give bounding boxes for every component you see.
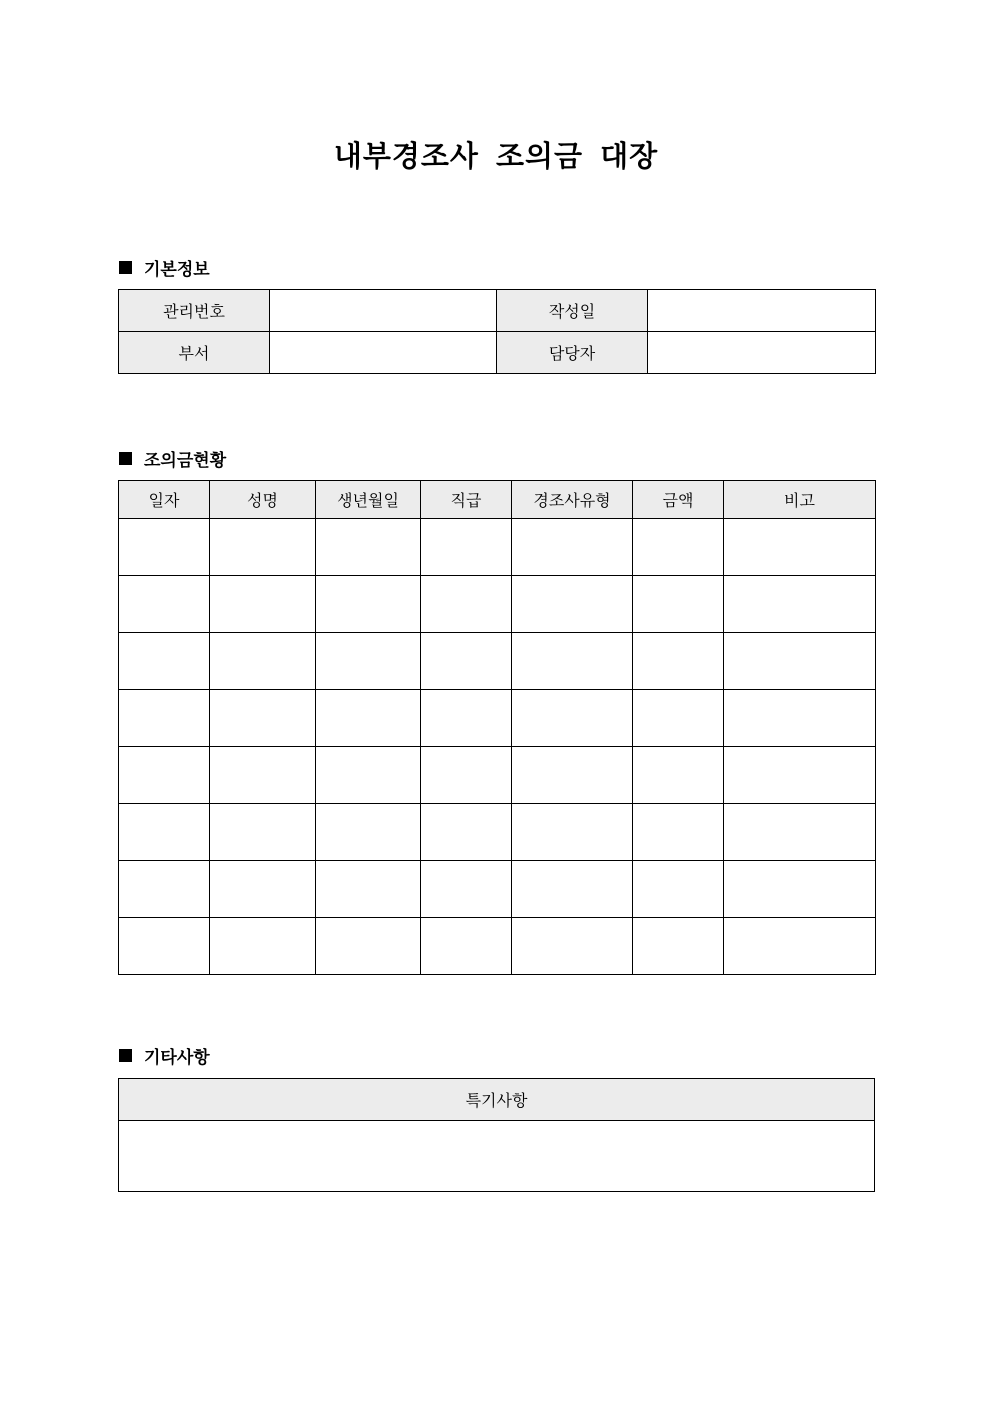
cell-remarks[interactable] <box>724 519 876 576</box>
cell-remarks[interactable] <box>724 918 876 975</box>
cell-remarks[interactable] <box>724 576 876 633</box>
cell-date[interactable] <box>119 576 210 633</box>
table-row <box>119 918 876 975</box>
cell-birthdate[interactable] <box>316 576 421 633</box>
cell-name[interactable] <box>210 918 316 975</box>
table-row <box>119 519 876 576</box>
cell-event-type[interactable] <box>512 804 633 861</box>
table-row <box>119 633 876 690</box>
cell-birthdate[interactable] <box>316 519 421 576</box>
special-notes-field[interactable] <box>119 1121 875 1192</box>
cell-remarks[interactable] <box>724 633 876 690</box>
department-field[interactable] <box>270 332 497 374</box>
cell-event-type[interactable] <box>512 633 633 690</box>
person-in-charge-label: 담당자 <box>497 332 648 374</box>
cell-event-type[interactable] <box>512 747 633 804</box>
section-heading-label: 기타사항 <box>144 1048 210 1068</box>
column-header-date: 일자 <box>119 481 210 519</box>
table-row <box>119 576 876 633</box>
cell-position[interactable] <box>421 690 512 747</box>
cell-date[interactable] <box>119 861 210 918</box>
cell-date[interactable] <box>119 804 210 861</box>
cell-name[interactable] <box>210 747 316 804</box>
cell-event-type[interactable] <box>512 519 633 576</box>
square-bullet-icon <box>119 452 132 465</box>
cell-remarks[interactable] <box>724 690 876 747</box>
column-header-event-type: 경조사유형 <box>512 481 633 519</box>
cell-birthdate[interactable] <box>316 690 421 747</box>
condolence-status-table <box>118 480 876 975</box>
cell-remarks[interactable] <box>724 861 876 918</box>
table-row <box>119 690 876 747</box>
cell-name[interactable] <box>210 690 316 747</box>
table-row <box>119 332 876 374</box>
cell-date[interactable] <box>119 918 210 975</box>
section-heading-condolence-status <box>119 446 226 471</box>
cell-name[interactable] <box>210 633 316 690</box>
page-title: 내부경조사 조의금 대장 <box>333 139 659 173</box>
table-row <box>119 804 876 861</box>
date-written-label: 작성일 <box>497 290 648 332</box>
cell-remarks[interactable] <box>724 804 876 861</box>
management-number-field[interactable] <box>270 290 497 332</box>
cell-position[interactable] <box>421 861 512 918</box>
cell-amount[interactable] <box>633 633 724 690</box>
cell-date[interactable] <box>119 633 210 690</box>
table-row <box>119 1121 875 1192</box>
cell-event-type[interactable] <box>512 690 633 747</box>
section-heading-basic-info <box>119 255 210 280</box>
cell-event-type[interactable] <box>512 576 633 633</box>
cell-amount[interactable] <box>633 861 724 918</box>
cell-date[interactable] <box>119 747 210 804</box>
cell-amount[interactable] <box>633 576 724 633</box>
column-header-amount: 금액 <box>633 481 724 519</box>
column-header-remarks: 비고 <box>724 481 876 519</box>
management-number-label: 관리번호 <box>119 290 270 332</box>
square-bullet-icon <box>119 261 132 274</box>
column-header-birthdate: 생년월일 <box>316 481 421 519</box>
cell-name[interactable] <box>210 519 316 576</box>
date-written-field[interactable] <box>648 290 876 332</box>
cell-birthdate[interactable] <box>316 804 421 861</box>
misc-table <box>118 1078 875 1192</box>
cell-amount[interactable] <box>633 747 724 804</box>
cell-position[interactable] <box>421 918 512 975</box>
table-row <box>119 290 876 332</box>
cell-birthdate[interactable] <box>316 861 421 918</box>
cell-event-type[interactable] <box>512 918 633 975</box>
table-header-row <box>119 1079 875 1121</box>
special-notes-label: 특기사항 <box>119 1079 875 1121</box>
cell-remarks[interactable] <box>724 747 876 804</box>
table-row <box>119 861 876 918</box>
column-header-position: 직급 <box>421 481 512 519</box>
department-label: 부서 <box>119 332 270 374</box>
table-header-row <box>119 481 876 519</box>
cell-position[interactable] <box>421 747 512 804</box>
cell-position[interactable] <box>421 576 512 633</box>
cell-name[interactable] <box>210 804 316 861</box>
cell-birthdate[interactable] <box>316 918 421 975</box>
section-heading-misc <box>119 1043 210 1068</box>
cell-name[interactable] <box>210 861 316 918</box>
cell-position[interactable] <box>421 519 512 576</box>
cell-birthdate[interactable] <box>316 747 421 804</box>
cell-name[interactable] <box>210 576 316 633</box>
cell-date[interactable] <box>119 519 210 576</box>
section-heading-label: 기본정보 <box>144 260 210 280</box>
cell-amount[interactable] <box>633 918 724 975</box>
cell-amount[interactable] <box>633 804 724 861</box>
cell-date[interactable] <box>119 690 210 747</box>
cell-amount[interactable] <box>633 690 724 747</box>
cell-event-type[interactable] <box>512 861 633 918</box>
cell-position[interactable] <box>421 633 512 690</box>
column-header-name: 성명 <box>210 481 316 519</box>
table-row <box>119 747 876 804</box>
basic-info-table <box>118 289 876 374</box>
cell-position[interactable] <box>421 804 512 861</box>
section-heading-label: 조의금현황 <box>144 451 227 471</box>
cell-birthdate[interactable] <box>316 633 421 690</box>
cell-amount[interactable] <box>633 519 724 576</box>
person-in-charge-field[interactable] <box>648 332 876 374</box>
square-bullet-icon <box>119 1049 132 1062</box>
